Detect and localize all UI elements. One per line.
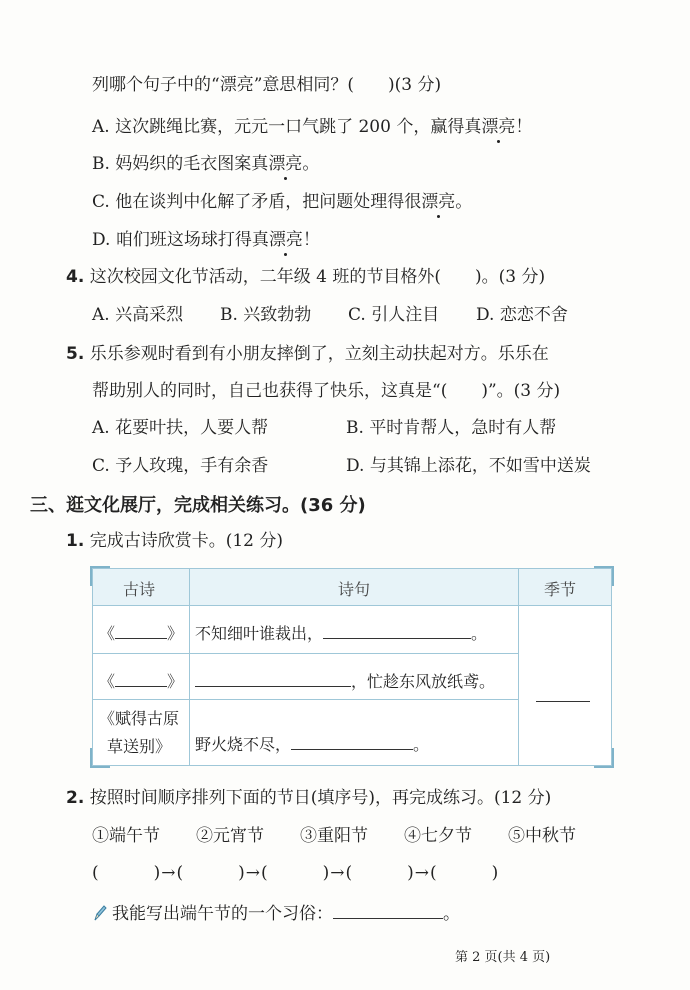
poetry-card [92, 568, 612, 766]
q3-option-b [92, 153, 319, 175]
q4-option-d: D. 恋恋不舍 [476, 305, 568, 325]
q3-option-b-text: B. 妈妈织的毛衣图案真 [92, 154, 269, 174]
row1-close-bracket: 》 [167, 624, 184, 643]
part1-number: 1. [66, 531, 85, 551]
q4-option-a: A. 兴高采烈 [92, 305, 184, 325]
row2-poem-title [99, 669, 183, 692]
q5-option-a: A. 花要叶扶，人要人帮 [92, 418, 269, 438]
festival-5: ⑤中秋节 [508, 826, 576, 846]
q3-option-b-mark: 漂亮 [268, 154, 303, 174]
q4-option-b: B. 兴致勃勃 [220, 305, 312, 325]
row1-verse-text: 不知细叶谁裁出， [195, 624, 324, 643]
q5-stem-line2: 帮助别人的同时，自己也获得了快乐，这真是“( )”。(3 分) [92, 381, 561, 401]
part2-stem: 按照时间顺序排列下面的节日(填序号)，再完成练习。(12 分) [89, 788, 552, 808]
row1-verse [195, 621, 487, 644]
q5-option-d: D. 与其锦上添花，不如雪中送炭 [346, 456, 591, 476]
row3-verse-blank[interactable] [291, 733, 413, 750]
q3-option-a [92, 116, 532, 138]
row3-verse [195, 732, 429, 755]
q3-option-d-text: D. 咱们班这场球打得真 [92, 230, 269, 250]
row2-poem-blank[interactable] [115, 670, 167, 687]
q3-option-a-text: A. 这次跳绳比赛，元元一口气跳了 200 个，赢得真 [92, 117, 482, 137]
row1-poem-blank[interactable] [115, 622, 167, 639]
row2-verse [195, 669, 495, 692]
q5-stem1: 乐乐参观时看到有小朋友摔倒了，立刻主动扶起对方。乐乐在 [89, 344, 549, 364]
part1-stem: 完成古诗欣赏卡。(12 分) [89, 531, 284, 551]
corner-ornament-icon [594, 566, 614, 586]
row-divider [93, 699, 518, 700]
row-divider [93, 653, 518, 654]
part2-stem-line [66, 787, 551, 809]
custom-prompt: 我能写出端午节的一个习俗： [112, 904, 333, 924]
q3-option-c-text: C. 他在谈判中化解了矛盾，把问题处理得很 [92, 192, 422, 212]
q5-number: 5. [66, 344, 85, 364]
row3-verse-text: 野火烧不尽， [195, 735, 292, 754]
header-poem: 古诗 [123, 580, 156, 599]
part1-stem-line [66, 530, 283, 552]
custom-line [92, 902, 460, 928]
part2-number: 2. [66, 788, 85, 808]
row3-poem-title-line1: 《赋得古原 [99, 709, 180, 728]
column-divider [189, 569, 190, 765]
q3-stem: 列哪个句子中的“漂亮”意思相同？( )(3 分) [92, 75, 442, 95]
header-season: 季节 [544, 580, 577, 599]
custom-blank[interactable] [333, 902, 443, 919]
festival-4: ④七夕节 [404, 826, 472, 846]
section-three-title: 三、逛文化展厅，完成相关练习。(36 分) [30, 495, 366, 516]
q3-option-c [92, 191, 472, 213]
row2-verse-text: ，忙趁东风放纸鸢。 [351, 672, 496, 691]
festival-3: ③重阳节 [300, 826, 368, 846]
q3-option-a-end: ！ [515, 117, 533, 137]
column-divider [518, 569, 519, 765]
row2-open-bracket: 《 [99, 672, 116, 691]
corner-ornament-icon [90, 566, 110, 586]
row3-verse-end: 。 [413, 735, 430, 754]
q3-option-d-mark: 漂亮 [268, 230, 303, 250]
q3-option-b-end: 。 [302, 154, 320, 174]
row3-poem-title-line2: 草送别》 [107, 737, 172, 756]
q3-option-a-mark: 漂亮 [481, 117, 516, 137]
q5-option-b: B. 平时肯帮人，急时有人帮 [346, 418, 557, 438]
row1-poem-title [99, 621, 183, 644]
corner-ornament-icon [594, 748, 614, 768]
header-line: 诗句 [338, 580, 371, 599]
q4-number: 4. [66, 267, 85, 287]
q5-stem-line1 [66, 343, 549, 365]
q3-option-c-end: 。 [455, 192, 473, 212]
q3-option-d [92, 229, 320, 251]
q4-option-c: C. 引人注目 [348, 305, 440, 325]
season-blank[interactable] [536, 685, 590, 702]
row1-verse-end: 。 [471, 624, 488, 643]
row1-verse-blank[interactable] [323, 622, 471, 639]
festival-2: ②元宵节 [196, 826, 264, 846]
q3-option-c-mark: 漂亮 [421, 192, 456, 212]
row1-open-bracket: 《 [99, 624, 116, 643]
q5-option-c: C. 予人玫瑰，手有余香 [92, 456, 269, 476]
page-footer: 第 2 页(共 4 页) [455, 950, 551, 965]
festival-1: ①端午节 [92, 826, 160, 846]
row2-close-bracket: 》 [167, 672, 184, 691]
q4-stem: 这次校园文化节活动，二年级 4 班的节目格外( )。(3 分) [89, 267, 546, 287]
pencil-icon [92, 904, 108, 928]
q4-stem-line [66, 266, 545, 288]
custom-end: 。 [443, 904, 460, 924]
q3-option-d-end: ！ [302, 230, 320, 250]
row2-verse-blank[interactable] [195, 670, 351, 687]
order-answer-line[interactable]: ( )→( )→( )→( )→( ) [92, 863, 500, 883]
